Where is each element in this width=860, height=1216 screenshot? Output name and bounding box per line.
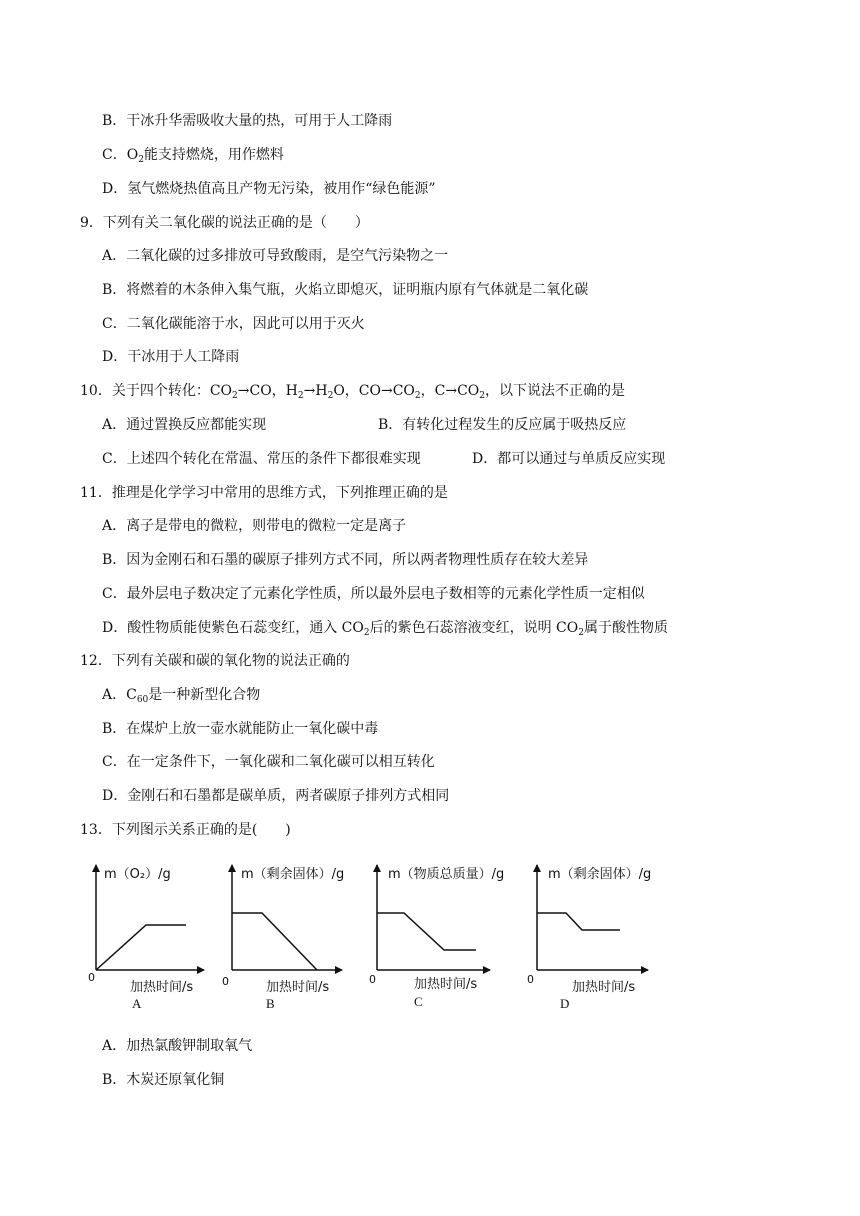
q9-option-d: D．干冰用于人工降雨 (102, 349, 240, 365)
subscript: 2 (479, 391, 486, 401)
q10-option-c: C．上述四个转化在常温、常压的条件下都很难实现 (102, 451, 421, 467)
subscript: 60 (136, 695, 149, 705)
q12-option-d: D．金刚石和石墨都是碳单质，两者碳原子排列方式相同 (102, 788, 450, 804)
graph-a-letter: A (132, 996, 142, 1011)
q9-stem: 9．下列有关二氧化碳的说法正确的是（ ） (80, 215, 369, 231)
q13-stem: 13．下列图示关系正确的是( ) (80, 822, 291, 838)
graph-d-xlabel: 加热时间/s (572, 980, 636, 995)
graph-b-xlabel: 加热时间/s (266, 980, 330, 995)
graph-d-letter: D (560, 996, 570, 1011)
subscript: 2 (138, 155, 144, 165)
q8-option-b: B．干冰升华需吸收大量的热，可用于人工降雨 (102, 113, 393, 129)
q8-option-d: D．氢气燃烧热值高且产物无污染，被用作“绿色能源” (102, 181, 436, 197)
q11-option-b: B．因为金刚石和石墨的碳原子排列方式不同，所以两者物理性质存在较大差异 (102, 552, 589, 568)
text: ，C→CO (420, 383, 480, 399)
graph-a-xlabel: 加热时间/s (130, 980, 194, 995)
q9-option-c: C．二氧化碳能溶于水，因此可以用于灭火 (102, 316, 365, 332)
text: O，CO→CO (333, 383, 415, 399)
graph-c-origin: 0 (369, 973, 376, 986)
text: →CO，H (237, 383, 298, 399)
q9-option-b: B．将燃着的木条伸入集气瓶，火焰立即熄灭，证明瓶内原有气体就是二氧化碳 (102, 282, 589, 298)
q11-option-c: C．最外层电子数决定了元素化学性质，所以最外层电子数相等的元素化学性质一定相似 (102, 586, 645, 602)
graph-a-ylabel: m（O₂）/g (104, 867, 171, 882)
q12-option-a (102, 685, 260, 705)
subscript: 2 (327, 391, 334, 401)
graph-a-origin: 0 (88, 971, 95, 984)
graph-c-xlabel: 加热时间/s (414, 977, 478, 992)
q10-option-a: A．通过置换反应都能实现 (102, 417, 267, 433)
q8-option-c-pre: C．O (102, 147, 139, 163)
text: 10．关于四个转化：CO (80, 383, 233, 399)
q11-stem: 11．推理是化学学习中常用的思维方式，下列推理正确的是 (80, 485, 448, 501)
subscript: 2 (297, 391, 304, 401)
text: 是一种新型化合物 (148, 687, 261, 703)
q10-stem (80, 381, 625, 401)
q12-option-b: B．在煤炉上放一壶水就能防止一氧化碳中毒 (102, 721, 379, 737)
graph-b-ylabel: m（剩余固体）/g (241, 867, 345, 882)
subscript: 2 (414, 391, 421, 401)
graph-d-ylabel: m（剩余固体）/g (548, 867, 652, 882)
text: →H (303, 383, 328, 399)
graph-c-letter: C (414, 994, 423, 1009)
text: A．C (102, 687, 137, 703)
graph-c-curve (377, 913, 476, 950)
q12-stem: 12．下列有关碳和碳的氧化物的说法正确的 (80, 653, 350, 669)
q13-option-a: A．加热氯酸钾制取氧气 (102, 1038, 253, 1054)
q8-option-c-post: 能支持燃烧，用作燃料 (143, 147, 284, 163)
text: 后的紫色石蕊溶液变红，说明 CO (369, 620, 579, 636)
graph-b-curve (232, 913, 317, 970)
subscript: 2 (578, 628, 584, 638)
graphs-svg (80, 855, 680, 1020)
q11-option-a: A．离子是带电的微粒，则带电的微粒一定是离子 (102, 518, 407, 534)
q10-option-d: D．都可以通过与单质反应实现 (472, 451, 666, 467)
q11-option-d (102, 618, 668, 638)
q13-graphs-figure (80, 855, 680, 1020)
q12-option-c: C．在一定条件下，一氧化碳和二氧化碳可以相互转化 (102, 754, 435, 770)
graph-b-origin: 0 (222, 975, 229, 988)
q10-option-b: B．有转化过程发生的反应属于吸热反应 (378, 417, 627, 433)
subscript: 2 (363, 628, 370, 638)
graph-d-curve (537, 913, 620, 930)
graph-d-origin: 0 (527, 973, 534, 986)
text: 属于酸性物质 (583, 620, 668, 636)
graph-a-curve (96, 925, 186, 970)
graph-b-letter: B (266, 996, 275, 1011)
text: ，以下说法不正确的是 (485, 383, 626, 399)
graph-c-ylabel: m（物质总质量）/g (388, 867, 505, 882)
subscript: 2 (232, 391, 238, 401)
text: D．酸性物质能使紫色石蕊变红，通入 CO (102, 620, 364, 636)
q9-option-a: A．二氧化碳的过多排放可导致酸雨，是空气污染物之一 (102, 248, 449, 264)
q13-option-b: B．木炭还原氧化铜 (102, 1072, 225, 1088)
q8-option-c (102, 145, 284, 165)
